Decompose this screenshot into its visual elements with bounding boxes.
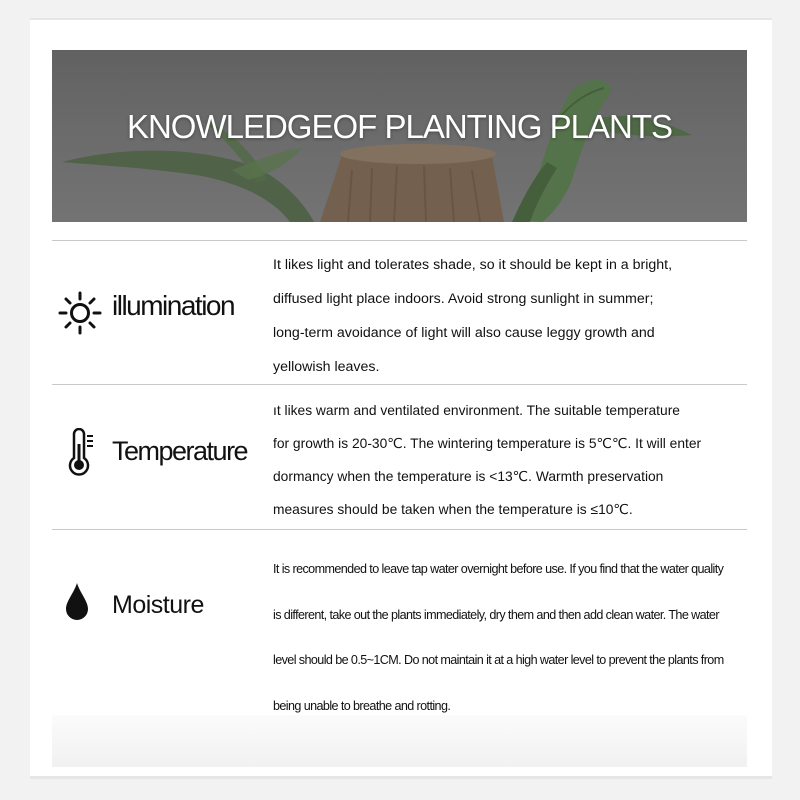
text-line: It likes light and tolerates shade, so it should be kept in a bright, [273,257,673,273]
text-line: It is recommended to leave tap water overnight before use. If you find that the water quality [273,562,724,576]
divider [52,529,747,530]
illumination-text [273,248,743,384]
text-line: for growth is 20-30℃. The wintering temperature is 5℃℃. It will enter [273,436,702,451]
header-banner [52,50,747,222]
text-line: yellowish leaves. [273,359,380,375]
banner-title: KNOWLEDGEOF PLANTING PLANTS [126,108,673,145]
temperature-section [52,386,747,526]
bottom-panel [52,715,747,767]
text-line: level should be 0.5~1CM. Do not maintain it at a high water level to prevent the plants from [273,653,724,667]
moisture-text [273,547,743,729]
text-line: long-term avoidance of light will also cause leggy growth and [273,325,655,341]
text-line: dormancy when the temperature is <13℃. Warmth preservation [273,469,664,484]
divider [52,384,747,385]
divider [52,240,747,241]
text-line: is different, take out the plants immediately, dry them and then add clean water. The water [273,607,719,622]
text-line: ıt likes warm and ventilated environment. The suitable temperature [273,403,680,418]
text-line: being unable to breathe and rotting. [273,698,451,713]
temperature-label: Temperature [112,436,248,466]
illumination-label: illumination [112,290,235,321]
sun-icon [57,290,103,336]
thermometer-icon [66,428,96,478]
text-line: measures should be taken when the temperature is ≤10℃. [273,502,633,517]
moisture-label: Moisture [112,591,204,619]
info-card [30,18,772,779]
illumination-section [52,242,747,382]
moisture-section [52,531,747,711]
text-line: diffused light place indoors. Avoid strong sunlight in summer; [273,291,654,307]
water-drop-icon [64,581,90,621]
temperature-text [273,394,743,526]
